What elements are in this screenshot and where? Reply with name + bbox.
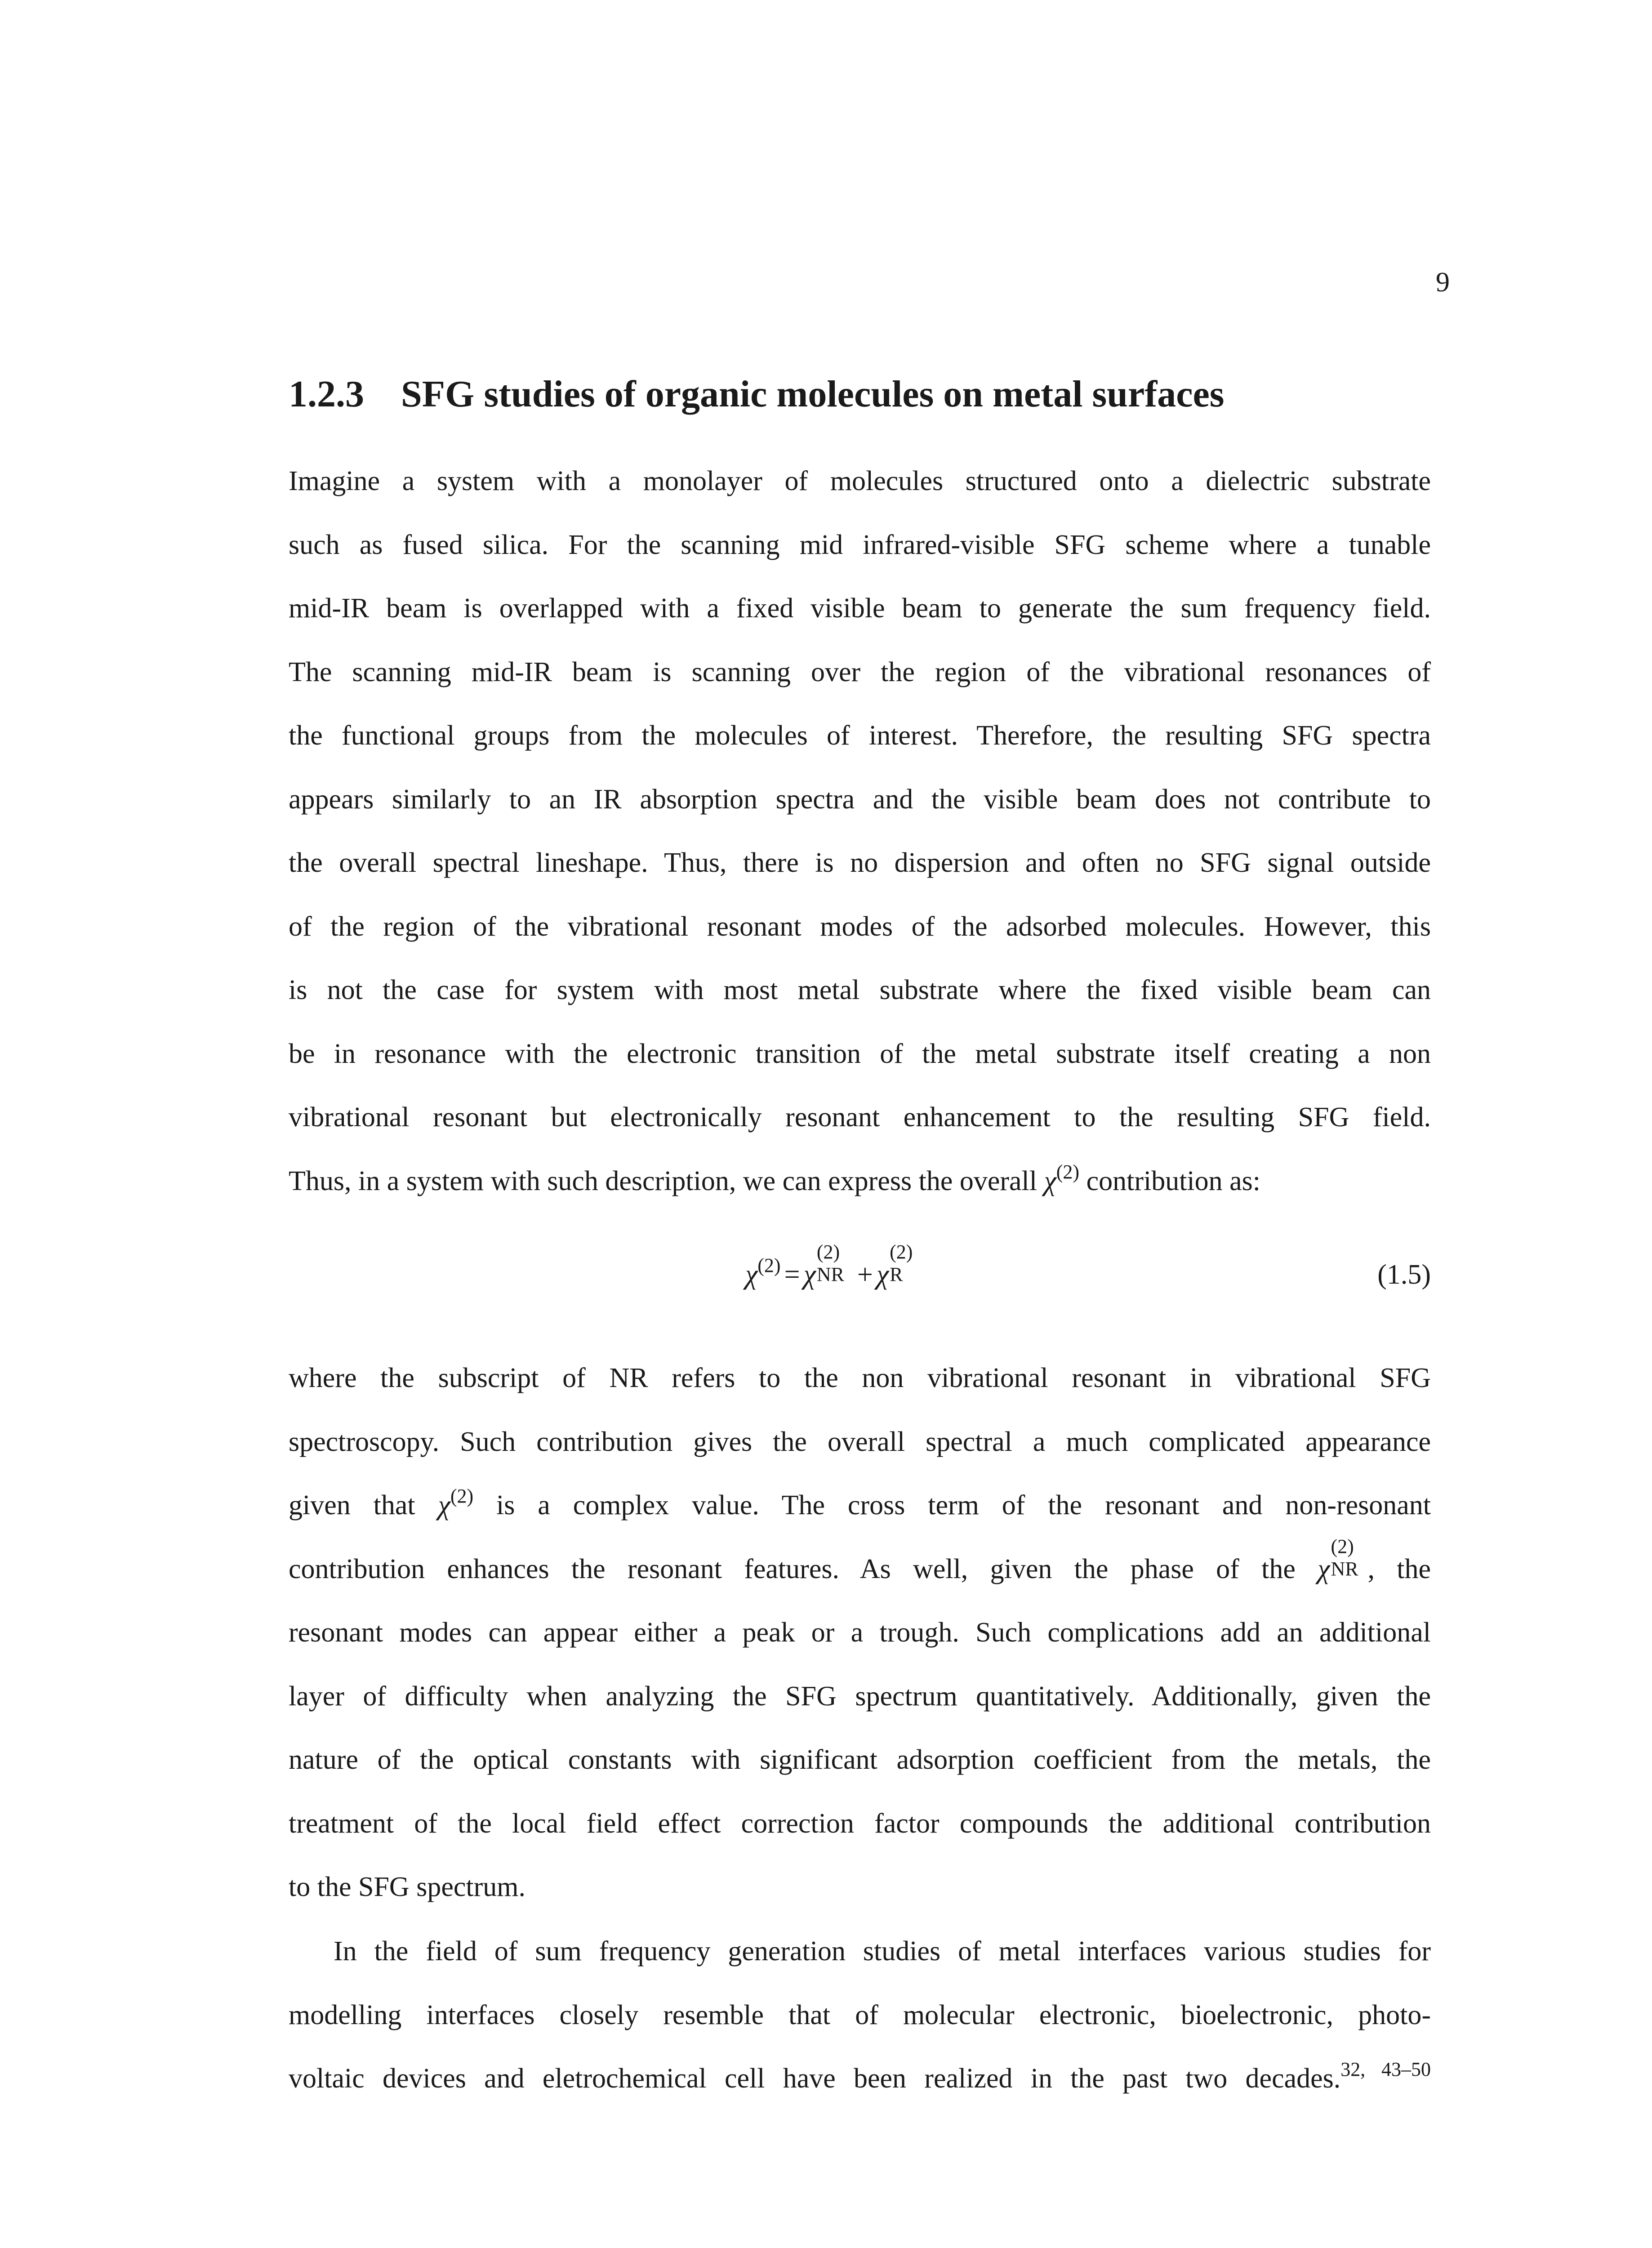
text-line: is not the case for system with most metal substrate where the fixed visible beam can — [289, 975, 1431, 1005]
text-span: voltaic devices and eletrochemical cell have been realized in the past two decades. — [289, 2063, 1341, 2094]
chi-symbol: χ — [1318, 1553, 1330, 1584]
nr-subscript: NR — [1331, 1557, 1358, 1580]
text-line: The scanning mid-IR beam is scanning over the region of the vibrational resonances of — [289, 656, 1431, 687]
text-line: treatment of the local field effect correction factor compounds the additional contribution — [289, 1808, 1431, 1839]
text-span: given that — [289, 1490, 438, 1521]
page-number: 9 — [1436, 267, 1450, 298]
text-line: In the field of sum frequency generation studies of metal interfaces various studies for — [334, 1936, 1431, 1967]
text-line — [289, 2047, 1431, 2111]
text-line: of the region of the vibrational resonant modes of the adsorbed molecules. However, this — [289, 911, 1431, 942]
chi-symbol: χ — [876, 1259, 889, 1290]
r-subscript: R — [890, 1263, 903, 1285]
text-line — [289, 1535, 1431, 1601]
text-line: where the subscript of NR refers to the non vibrational resonant in vibrational SFG — [289, 1363, 1431, 1393]
text-line: the overall spectral lineshape. Thus, there is no dispersion and often no SFG signal outside — [289, 847, 1431, 878]
nr-subsup — [816, 1241, 854, 1285]
text-line: Imagine a system with a monolayer of molecules structured onto a dielectric substrate — [289, 466, 1431, 496]
text-line: resonant modes can appear either a peak or a trough. Such complications add an additional — [289, 1617, 1431, 1648]
order-superscript: (2) — [1056, 1160, 1080, 1183]
text-span: Thus, in a system with such description, we can express the overall — [289, 1165, 1044, 1196]
citation-superscript: 32, 43–50 — [1340, 2058, 1431, 2080]
text-line: modelling interfaces closely resemble that of molecular electronic, bioelectronic, photo- — [289, 1999, 1431, 2030]
order-superscript: (2) — [1331, 1535, 1354, 1557]
text-span: contribution enhances the resonant features. As well, given the phase of the — [289, 1553, 1318, 1584]
text-line — [289, 1474, 1431, 1538]
section-title: SFG studies of organic molecules on metal surfaces — [401, 373, 1225, 415]
text-line: be in resonance with the electronic transition of the metal substrate itself creating a non — [289, 1038, 1431, 1069]
equals-sign: = — [784, 1259, 800, 1290]
text-line: such as fused silica. For the scanning mid infrared-visible SFG scheme where a tunable — [289, 529, 1431, 560]
section-heading — [289, 370, 1435, 419]
paragraph-3 — [289, 1920, 1431, 2111]
chi-symbol: χ — [438, 1490, 450, 1521]
text-line: mid-IR beam is overlapped with a fixed visible beam to generate the sum frequency field. — [289, 593, 1431, 624]
text-line: layer of difficulty when analyzing the SFG spectrum quantitatively. Additionally, given the — [289, 1681, 1431, 1712]
chi-symbol: χ — [745, 1259, 758, 1290]
order-superscript: (2) — [890, 1241, 913, 1263]
plus-sign: + — [857, 1259, 873, 1290]
paragraph-1 — [289, 450, 1431, 1213]
text-line: to the SFG spectrum. — [289, 1872, 525, 1902]
order-superscript: (2) — [816, 1241, 840, 1263]
text-line: nature of the optical constants with significant adsorption coefficient from the metals, the — [289, 1744, 1431, 1775]
text-span: contribution as: — [1079, 1165, 1261, 1196]
text-span: , the — [1367, 1553, 1431, 1584]
chi-symbol: χ — [803, 1259, 816, 1290]
nr-subsup — [1330, 1535, 1367, 1580]
section-number: 1.2.3 — [289, 373, 364, 415]
equation-1-5 — [289, 1243, 1431, 1307]
chi-symbol: χ — [1044, 1165, 1056, 1196]
equation-number: (1.5) — [1377, 1259, 1431, 1290]
paragraph-2 — [289, 1347, 1431, 1919]
text-line — [289, 1150, 1431, 1213]
text-line: appears similarly to an IR absorption spectra and the visible beam does not contribute to — [289, 784, 1431, 815]
equation-body — [745, 1243, 916, 1309]
text-line: spectroscopy. Such contribution gives the overall spectral a much complicated appearance — [289, 1426, 1431, 1457]
nr-subscript: NR — [816, 1263, 844, 1285]
text-line: the functional groups from the molecules of interest. Therefore, the resulting SFG spectra — [289, 720, 1431, 751]
text-line: vibrational resonant but electronically resonant enhancement to the resulting SFG field. — [289, 1102, 1431, 1133]
order-superscript: (2) — [757, 1254, 781, 1276]
r-subsup — [889, 1241, 916, 1285]
order-superscript: (2) — [450, 1485, 474, 1507]
text-span: is a complex value. The cross term of the resonant and non-resonant — [473, 1490, 1431, 1521]
